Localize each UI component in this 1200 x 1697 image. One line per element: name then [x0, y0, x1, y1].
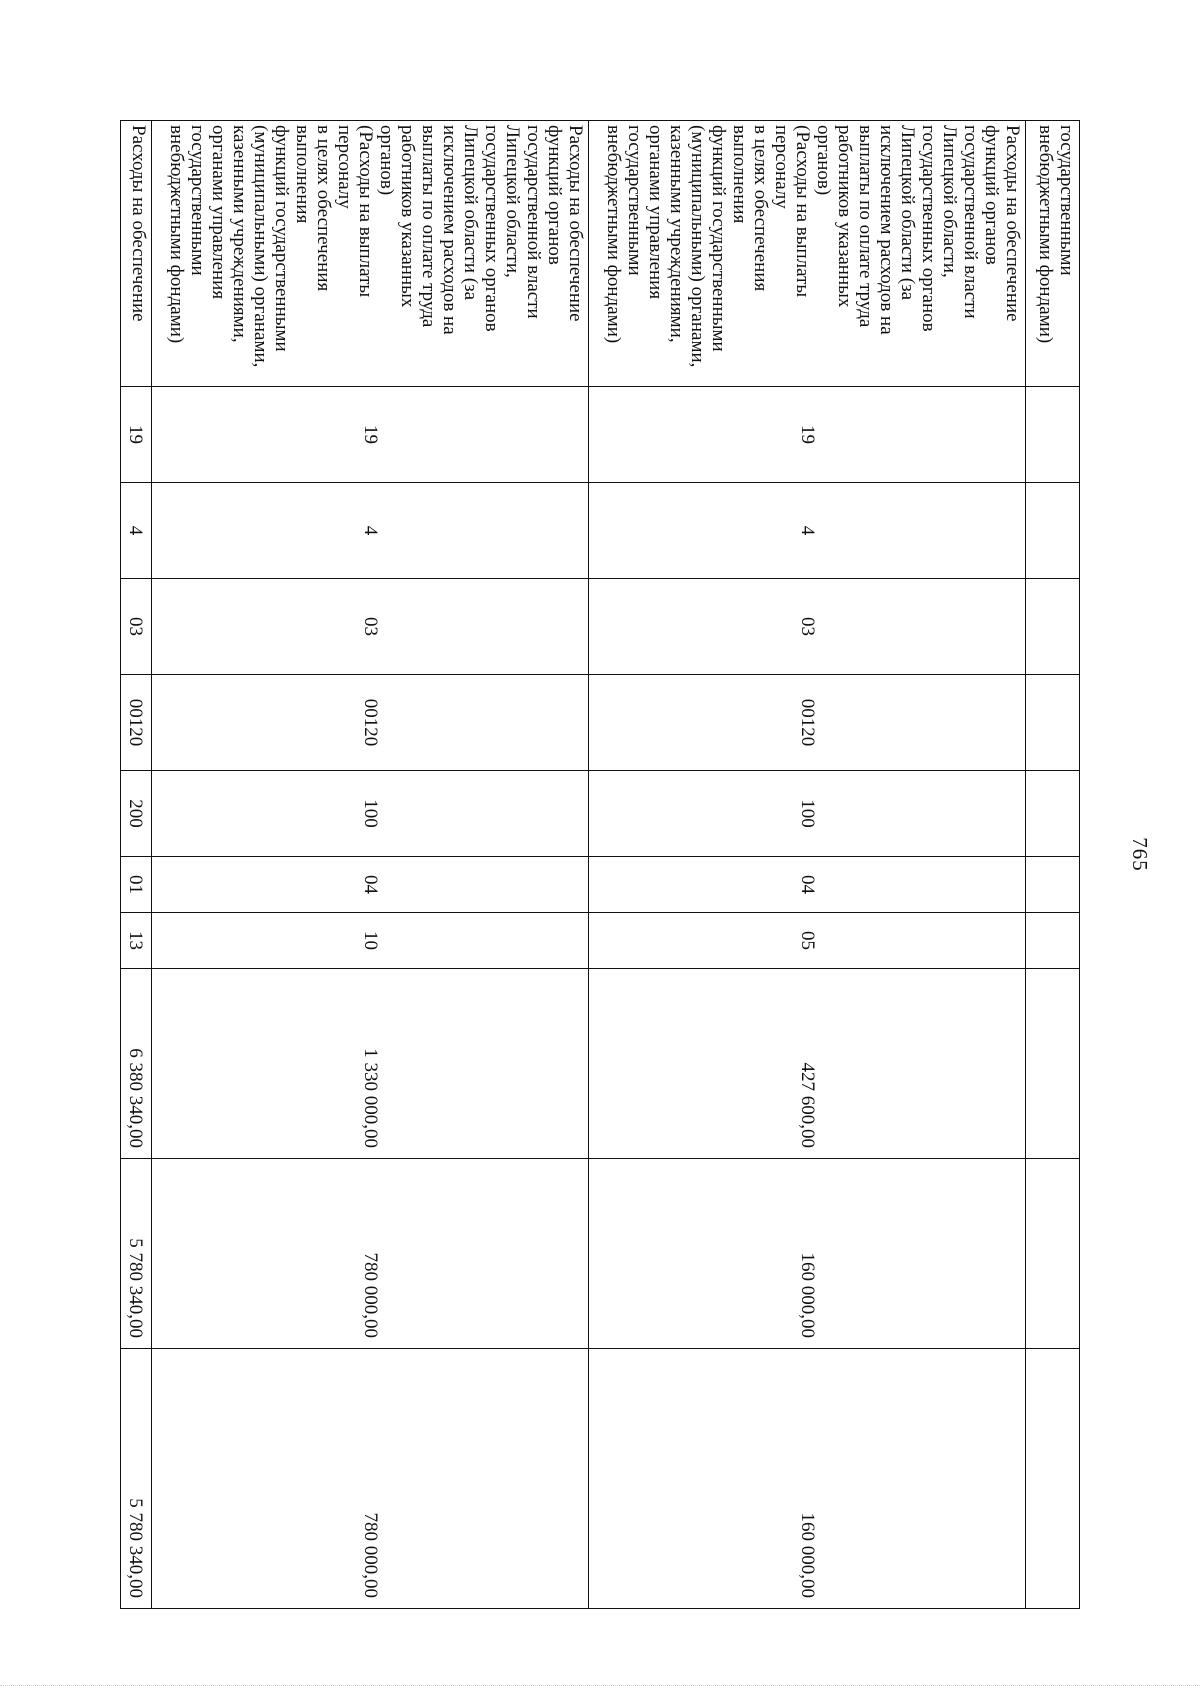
table-row: [121, 121, 152, 1609]
row-description: Расходы на обеспечение функций органов государственной власти Липецкой области, государственных органов Липецкой области (за исключением расходов на выплаты по оплате труда работников указанных органов) (Расходы на выплаты персоналу в целях обеспечения выполнения функций государственными (муниципальными) органами, казенными учреждениями, органами управления государственными внебюджетными фондами): [151, 121, 588, 387]
row-description: государственными внебюджетными фондами): [1026, 121, 1080, 387]
cell-amount-1: [1026, 969, 1080, 1159]
cell-amount-2: 160 000,00: [589, 1159, 1026, 1349]
cell-target: 00120: [151, 675, 588, 771]
cell-section: [1026, 483, 1080, 579]
table-row: [151, 121, 588, 1609]
scan-edge-divider: [0, 1685, 1200, 1687]
cell-amount-1: 6 380 340,00: [121, 969, 152, 1159]
cell-amount-3: 780 000,00: [151, 1349, 588, 1609]
cell-section: 4: [151, 483, 588, 579]
cell-code-1: 04: [589, 857, 1026, 913]
cell-target: 00120: [121, 675, 152, 771]
cell-code-2: 13: [121, 913, 152, 969]
cell-code-1: [1026, 857, 1080, 913]
row-description: Расходы на обеспечение функций органов государственной власти Липецкой области, государственных органов Липецкой области (за исключением расходов на выплаты по оплате труда работников указанных органов) (Расходы на выплаты персоналу в целях обеспечения выполнения функций государственными (муниципальными) органами, казенными учреждениями, органами управления государственными внебюджетными фондами): [589, 121, 1026, 387]
cell-ministry: [1026, 387, 1080, 483]
cell-amount-2: [1026, 1159, 1080, 1349]
cell-ministry: 19: [589, 387, 1026, 483]
cell-section: 4: [121, 483, 152, 579]
cell-expense-type: 100: [151, 771, 588, 857]
cell-subsection: 03: [589, 579, 1026, 675]
cell-ministry: 19: [121, 387, 152, 483]
cell-code-2: 10: [151, 913, 588, 969]
cell-subsection: 03: [151, 579, 588, 675]
page-number: 765: [1127, 837, 1152, 872]
cell-amount-3: [1026, 1349, 1080, 1609]
cell-expense-type: 200: [121, 771, 152, 857]
cell-code-1: 04: [151, 857, 588, 913]
table-row: [589, 121, 1026, 1609]
cell-target: [1026, 675, 1080, 771]
cell-amount-3: 5 780 340,00: [121, 1349, 152, 1609]
budget-table: [120, 120, 1080, 1609]
cell-amount-1: 427 600,00: [589, 969, 1026, 1159]
cell-code-1: 01: [121, 857, 152, 913]
cell-amount-1: 1 330 000,00: [151, 969, 588, 1159]
cell-subsection: 03: [121, 579, 152, 675]
row-description: Расходы на обеспечение: [121, 121, 152, 387]
table-row: [1026, 121, 1080, 1609]
cell-target: 00120: [589, 675, 1026, 771]
cell-code-2: [1026, 913, 1080, 969]
cell-subsection: [1026, 579, 1080, 675]
cell-code-2: 05: [589, 913, 1026, 969]
cell-amount-3: 160 000,00: [589, 1349, 1026, 1609]
cell-expense-type: [1026, 771, 1080, 857]
cell-amount-2: 780 000,00: [151, 1159, 588, 1349]
cell-amount-2: 5 780 340,00: [121, 1159, 152, 1349]
cell-ministry: 19: [151, 387, 588, 483]
budget-table-rotated: [120, 120, 1080, 1608]
cell-section: 4: [589, 483, 1026, 579]
cell-expense-type: 100: [589, 771, 1026, 857]
